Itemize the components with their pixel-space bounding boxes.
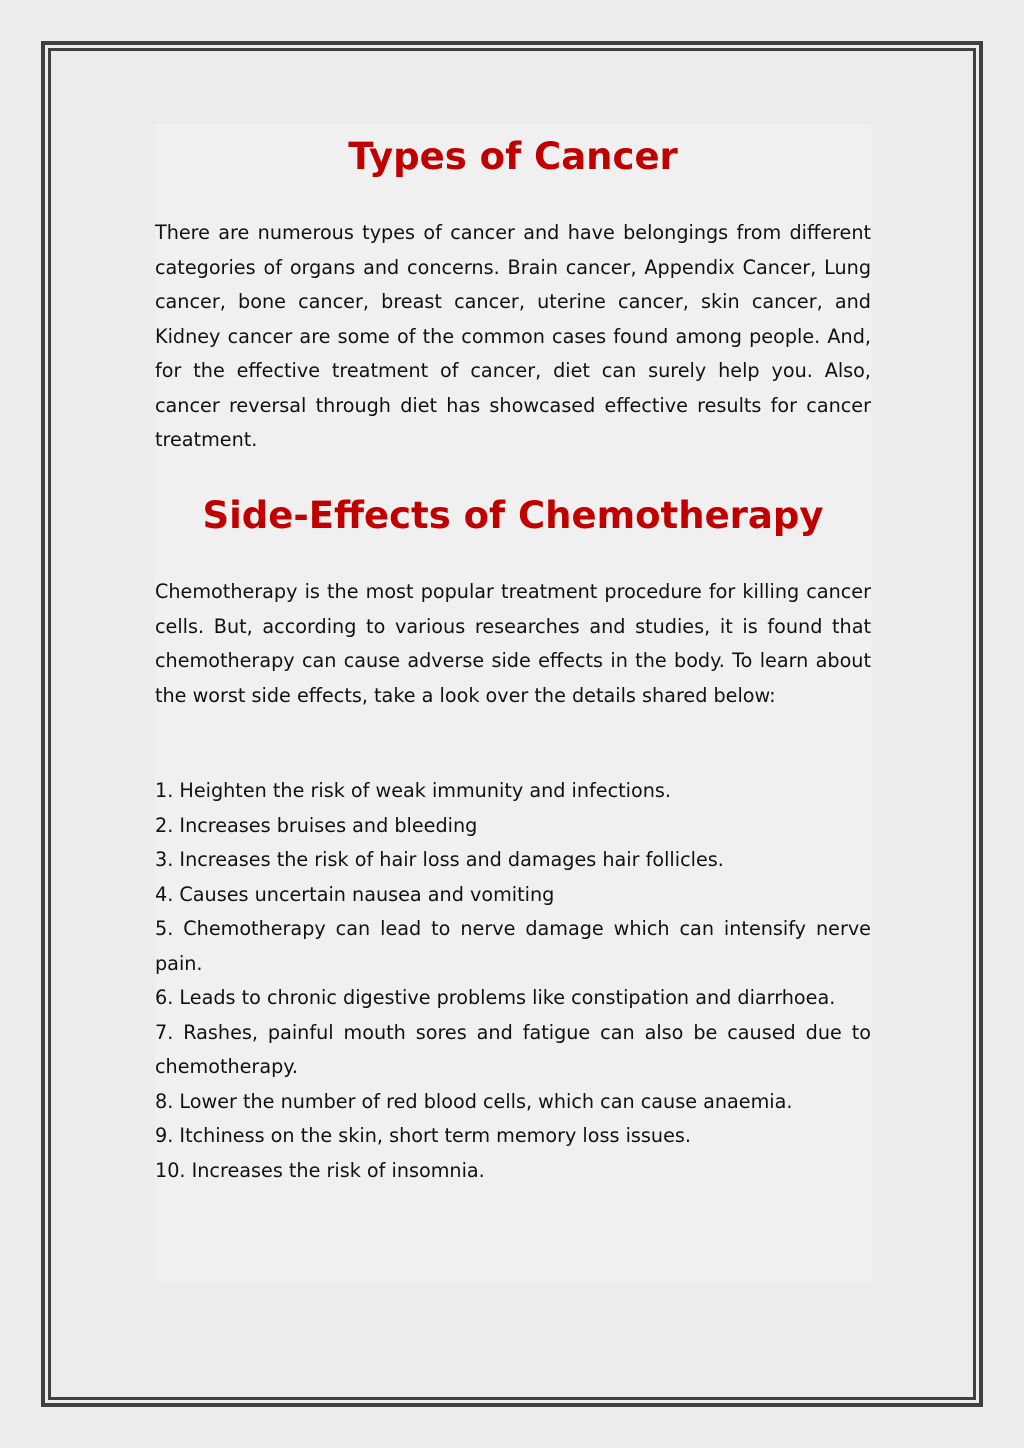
side-effects-heading: Side-Effects of Chemotherapy	[202, 494, 824, 537]
list-item: 4. Causes uncertain nausea and vomiting	[155, 882, 555, 906]
types-of-cancer-heading: Types of Cancer	[348, 135, 678, 178]
list-item: 3. Increases the risk of hair loss and damages hair follicles.	[155, 848, 724, 871]
list-item: 10. Increases the risk of insomnia.	[155, 1158, 485, 1182]
types-of-cancer-paragraph: There are numerous types of cancer and have belongings from different categories of organs and concerns. Brain cancer, Appendix Cancer, Lung cancer, bone cancer, breast cancer, uterine cancer, skin cancer, and Kidney cancer are some of the common cases found among people. And, for the effective treatment of cancer, diet can surely help you. Also, cancer reversal through diet has showcased effective results for cancer treatment.	[155, 221, 871, 451]
list-item: 6. Leads to chronic digestive problems like constipation and diarrhoea.	[155, 986, 836, 1009]
side-effects-list	[155, 774, 871, 1188]
list-item: 9. Itchiness on the skin, short term memory loss issues.	[155, 1124, 691, 1147]
document-content	[155, 124, 871, 1282]
side-effects-intro-paragraph: Chemotherapy is the most popular treatment procedure for killing cancer cells. But, according to various researches and studies, it is found that chemotherapy can cause adverse side effects in the body. To learn about the worst side effects, take a look over the details shared below:	[155, 580, 871, 707]
list-item: 1. Heighten the risk of weak immunity and infections.	[155, 779, 671, 802]
list-item: 2. Increases bruises and bleeding	[155, 813, 478, 837]
list-item: 7. Rashes, painful mouth sores and fatigue can also be caused due to chemotherapy.	[155, 1020, 871, 1078]
list-item: 8. Lower the number of red blood cells, which can cause anaemia.	[155, 1089, 793, 1113]
list-item: 5. Chemotherapy can lead to nerve damage which can intensify nerve pain.	[155, 917, 871, 975]
